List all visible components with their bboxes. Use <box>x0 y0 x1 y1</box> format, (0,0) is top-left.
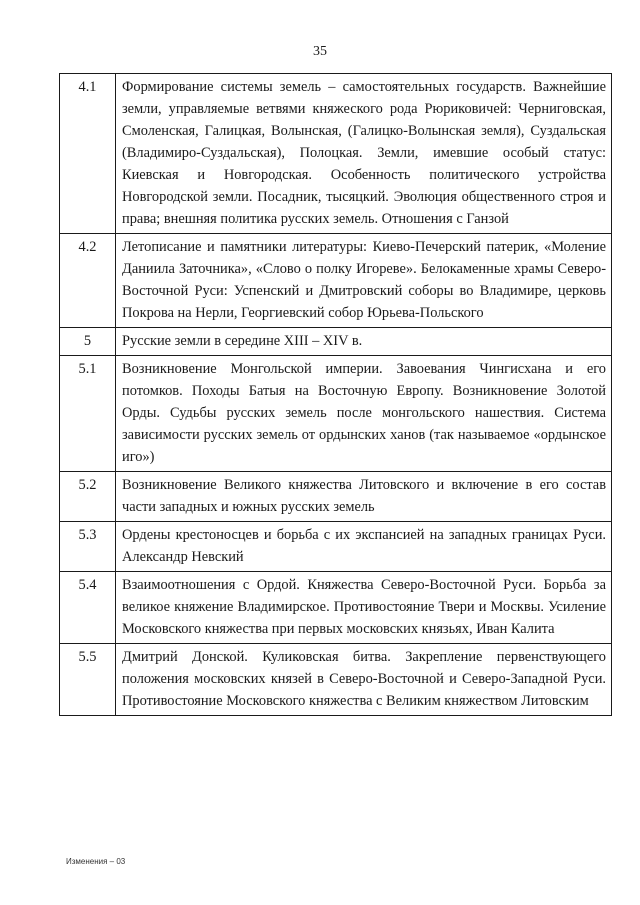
row-text: Взаимоотношения с Ордой. Княжества Северо-Восточной Руси. Борьба за великое княжение Владимирское. Противостояние Твери и Москвы. Усиление Московского княжества при первых московских князьях, Иван Калита <box>116 572 612 644</box>
revision-footer: Изменения – 03 <box>66 857 126 866</box>
row-text: Возникновение Монгольской империи. Завоевания Чингисхана и его потомков. Походы Батыя на Восточную Европу. Возникновение Золотой Орды. Судьбы русских земель после монгольского нашествия. Система зависимости русских земель от ордынских ханов (так называемое «ордынское иго») <box>116 356 612 472</box>
table-row <box>60 234 612 328</box>
row-number: 5.1 <box>60 356 116 472</box>
row-text: Возникновение Великого княжества Литовского и включение в его состав части западных и южных русских земель <box>116 472 612 522</box>
table-row <box>60 644 612 716</box>
row-text: Русские земли в середине XIII – XIV в. <box>116 328 612 356</box>
page-number: 35 <box>313 44 327 59</box>
curriculum-table <box>59 73 612 716</box>
row-number: 4.1 <box>60 74 116 234</box>
row-text: Летописание и памятники литературы: Киево-Печерский патерик, «Моление Даниила Заточника», «Слово о полку Игореве». Белокаменные храмы Северо-Восточной Руси: Успенский и Дмитровский соборы во Владимире, церковь Покрова на Нерли, Георгиевский собор Юрьева-Польского <box>116 234 612 328</box>
row-text: Ордены крестоносцев и борьба с их экспансией на западных границах Руси. Александр Невский <box>116 522 612 572</box>
table-row <box>60 356 612 472</box>
table-row <box>60 328 612 356</box>
row-text: Дмитрий Донской. Куликовская битва. Закрепление первенствующего положения московских князей в Северо-Восточной и Северо-Западной Руси. Противостояние Московского княжества с Великим княжеством Литовским <box>116 644 612 716</box>
table-row <box>60 472 612 522</box>
row-text: Формирование системы земель – самостоятельных государств. Важнейшие земли, управляемые ветвями княжеского рода Рюриковичей: Черниговская, Смоленская, Галицкая, Волынская, (Галицко-Волынская земля), Суздальская (Владимиро-Суздальская), Полоцкая. Земли, имевшие особый статус: Киевская и Новгородская. Особенность политического устройства Новгородской земли. Посадник, тысяцкий. Эволюция общественного строя и права; внешняя политика русских земель. Отношения с Ганзой <box>116 74 612 234</box>
row-number: 5.4 <box>60 572 116 644</box>
row-number: 5.2 <box>60 472 116 522</box>
row-number: 5.3 <box>60 522 116 572</box>
table-row <box>60 572 612 644</box>
table-row <box>60 74 612 234</box>
row-number: 5 <box>60 328 116 356</box>
row-number: 4.2 <box>60 234 116 328</box>
table-row <box>60 522 612 572</box>
row-number: 5.5 <box>60 644 116 716</box>
